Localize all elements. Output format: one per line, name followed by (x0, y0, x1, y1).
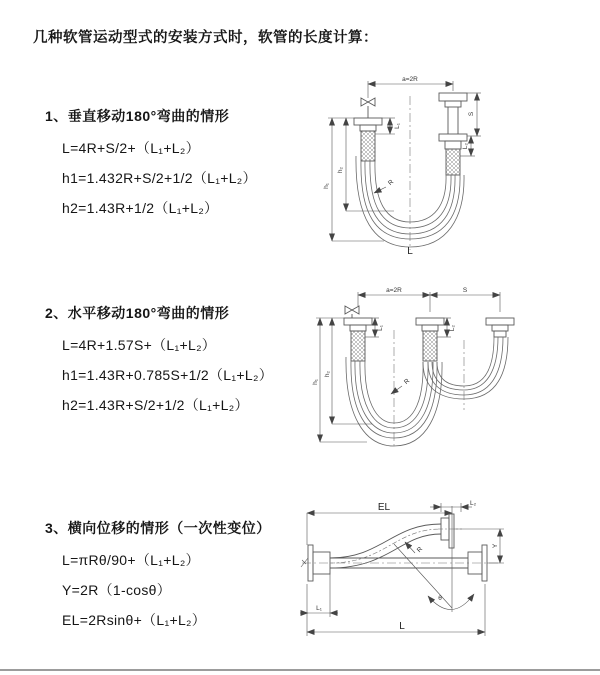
braid-section (446, 149, 460, 175)
section-3 (45, 516, 271, 635)
dim-label-l2: L₂ (449, 324, 456, 332)
formula-line: L=4R+S/2+（L₁+L₂） (62, 140, 200, 156)
left-pipe-assembly (354, 118, 382, 161)
dim-label-r: R (386, 178, 396, 188)
formula-line: L=πRθ/90+（L₁+L₂） (62, 552, 200, 568)
dimension-l1 (365, 318, 384, 337)
diagram-3-svg (300, 500, 595, 648)
dimension-a2r (368, 76, 453, 98)
dim-label-a2r: a=2R (402, 76, 418, 83)
angle-theta (394, 544, 474, 610)
dimension-s (430, 287, 500, 295)
dimension-l2 (460, 136, 475, 156)
formula-line: EL=2Rsinθ+（L₁+L₂） (62, 612, 207, 628)
right-pipe-assembly (486, 318, 514, 337)
section-3-heading: 3、横向位移的情形（一次性变位） (45, 520, 271, 536)
formula-line: L=4R+1.57S+（L₁+L₂） (62, 337, 217, 353)
diagram-vertical-180-bend (312, 66, 524, 256)
valve-icon (345, 306, 359, 318)
s-curve-hose (330, 514, 454, 568)
diagram-horizontal-180-bend (312, 282, 547, 454)
dim-label-h1: h₁ (323, 183, 330, 189)
dimension-l1 (300, 574, 338, 617)
dimension-l-total (307, 584, 485, 636)
formula-line: h1=1.43R+0.785S+1/2（L₁+L₂） (62, 367, 273, 383)
dim-label-l: L (399, 621, 405, 632)
dim-label-l2: L₂ (470, 500, 477, 507)
left-pipe-assembly (344, 318, 372, 361)
middle-pipe-assembly (416, 318, 444, 361)
dim-label-h2: h₂ (324, 370, 331, 378)
dim-label-theta: θ (438, 595, 442, 602)
dim-label-h2: h₂ (337, 166, 344, 174)
valve-icon (361, 98, 375, 118)
right-pipe-assembly (439, 93, 467, 175)
dimension-l2 (437, 318, 456, 337)
formula-line: h1=1.432R+S/2+1/2（L₁+L₂） (62, 170, 257, 186)
dimension-l2 (430, 500, 477, 512)
formula-line: Y=2R（1-cosθ） (62, 582, 172, 598)
dimension-l1 (375, 118, 401, 134)
section-1 (45, 104, 257, 223)
diagram-lateral-displacement (300, 500, 595, 648)
diagram-2-svg (312, 282, 547, 454)
section-1-heading: 1、垂直移动180°弯曲的情形 (45, 108, 230, 124)
braid-section (423, 331, 437, 361)
dim-label-y: Y (492, 543, 499, 549)
dim-label-h1: h₁ (312, 379, 319, 385)
dim-label-s: S (462, 287, 468, 294)
dim-label-a2r: a=2R (386, 287, 402, 294)
scan-edge (0, 669, 600, 671)
formula-line: h2=1.43R+1/2（L₁+L₂） (62, 200, 219, 216)
dim-label-l2: L₂ (462, 142, 469, 150)
dim-label-l1: L₁ (316, 605, 322, 612)
dim-label-el: EL (377, 502, 391, 513)
dim-label-l-total: L (407, 246, 413, 256)
dimension-a2r (358, 287, 500, 312)
diagram-1-svg (312, 66, 524, 256)
centerline-break-mark (301, 558, 308, 567)
dim-label-l1: L₁ (377, 325, 384, 331)
upper-flange-plate (449, 514, 454, 548)
dim-label-l1: L₁ (394, 123, 401, 129)
braid-section (361, 131, 375, 161)
page-title: 几种软管运动型式的安装方式时，软管的长度计算： (33, 30, 378, 46)
radius-leader (405, 542, 424, 554)
section-2 (45, 301, 273, 420)
dim-label-s: S (468, 111, 475, 117)
dim-label-r: R (415, 545, 425, 555)
dim-label-r: R (402, 377, 412, 387)
dimension-s (467, 93, 481, 136)
braid-section (351, 331, 365, 361)
dimension-el (307, 502, 452, 612)
section-2-heading: 2、水平移动180°弯曲的情形 (45, 305, 230, 321)
formula-line: h2=1.43R+S/2+1/2（L₁+L₂） (62, 397, 249, 413)
